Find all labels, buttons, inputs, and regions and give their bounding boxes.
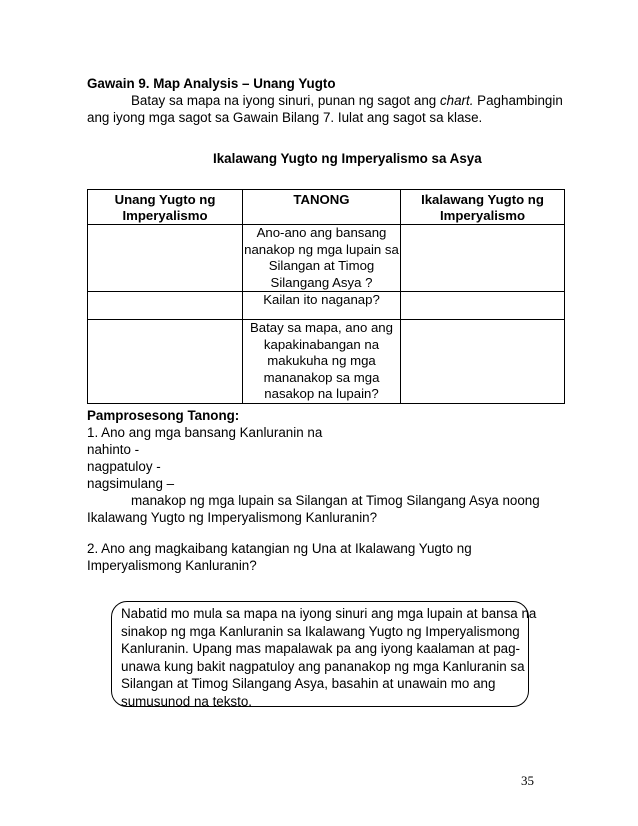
question-1-line-3: nagpatuloy - xyxy=(87,459,161,474)
instruction-line-2: ang iyong mga sagot sa Gawain Bilang 7. Iulat ang sagot sa klase. xyxy=(87,110,483,125)
answer-cell-right[interactable] xyxy=(401,225,565,292)
question-2-line-1: 2. Ano ang magkaibang katangian ng Una at Ikalawang Yugto ng xyxy=(87,541,472,556)
question-cell: Kailan ito naganap? xyxy=(243,292,401,320)
question-1-line-4: nagsimulang – xyxy=(87,476,175,491)
header-unang-yugto: Unang Yugto ng Imperyalismo xyxy=(88,190,243,225)
answer-cell-left[interactable] xyxy=(88,320,243,404)
instruction-text-a: Batay sa mapa na iyong sinuri, punan ng sagot ang xyxy=(131,93,440,108)
activity-title: Gawain 9. Map Analysis – Unang Yugto xyxy=(87,76,336,91)
table-row xyxy=(88,225,565,292)
table-row xyxy=(88,292,565,320)
question-2-line-2: Imperyalismong Kanluranin? xyxy=(87,558,257,573)
question-1-line-2: nahinto - xyxy=(87,442,140,457)
question-1-line-6: Ikalawang Yugto ng Imperyalismong Kanluranin? xyxy=(87,510,378,525)
table-title: Ikalawang Yugto ng Imperyalismo sa Asya xyxy=(213,151,482,166)
header-tanong: TANONG xyxy=(243,190,401,225)
processing-title: Pamprosesong Tanong: xyxy=(87,408,240,423)
instruction-emphasis: chart. xyxy=(439,93,474,108)
question-cell: Batay sa mapa, ano ang kapakinabangan na makukuha ng mga mananakop sa mga nasakop na lupain? xyxy=(243,320,401,404)
instruction-text-b: Paghambingin xyxy=(473,93,563,108)
answer-cell-left[interactable] xyxy=(88,292,243,320)
page-number: 35 xyxy=(521,773,534,788)
answer-cell-right[interactable] xyxy=(401,292,565,320)
callout-text: Nabatid mo mula sa mapa na iyong sinuri ang mga lupain at bansa na sinakop ng mga Kanluranin sa Ikalawang Yugto ng Imperyalismong Kanluranin. Upang mas mapalawak pa ang iyong kaalaman at pag- unawa kung bakit nagpatuloy ang pananakop ng mga Kanluranin sa Silangan at Timog Silangang Asya, basahin at unawain mo ang sumusunod na teksto. xyxy=(121,606,537,709)
table-header-row xyxy=(88,190,565,225)
table-row xyxy=(88,320,565,404)
question-1-line-1: 1. Ano ang mga bansang Kanluranin na xyxy=(87,425,323,440)
header-ikalawang-yugto: Ikalawang Yugto ng Imperyalismo xyxy=(401,190,565,225)
question-1-line-5: manakop ng mga lupain sa Silangan at Timog Silangang Asya noong xyxy=(131,493,540,508)
answer-cell-right[interactable] xyxy=(401,320,565,404)
activity-table xyxy=(87,189,565,404)
answer-cell-left[interactable] xyxy=(88,225,243,292)
instruction-line-1 xyxy=(131,92,563,109)
question-cell: Ano-ano ang bansang nanakop ng mga lupain sa Silangan at Timog Silangang Asya ? xyxy=(244,225,399,290)
